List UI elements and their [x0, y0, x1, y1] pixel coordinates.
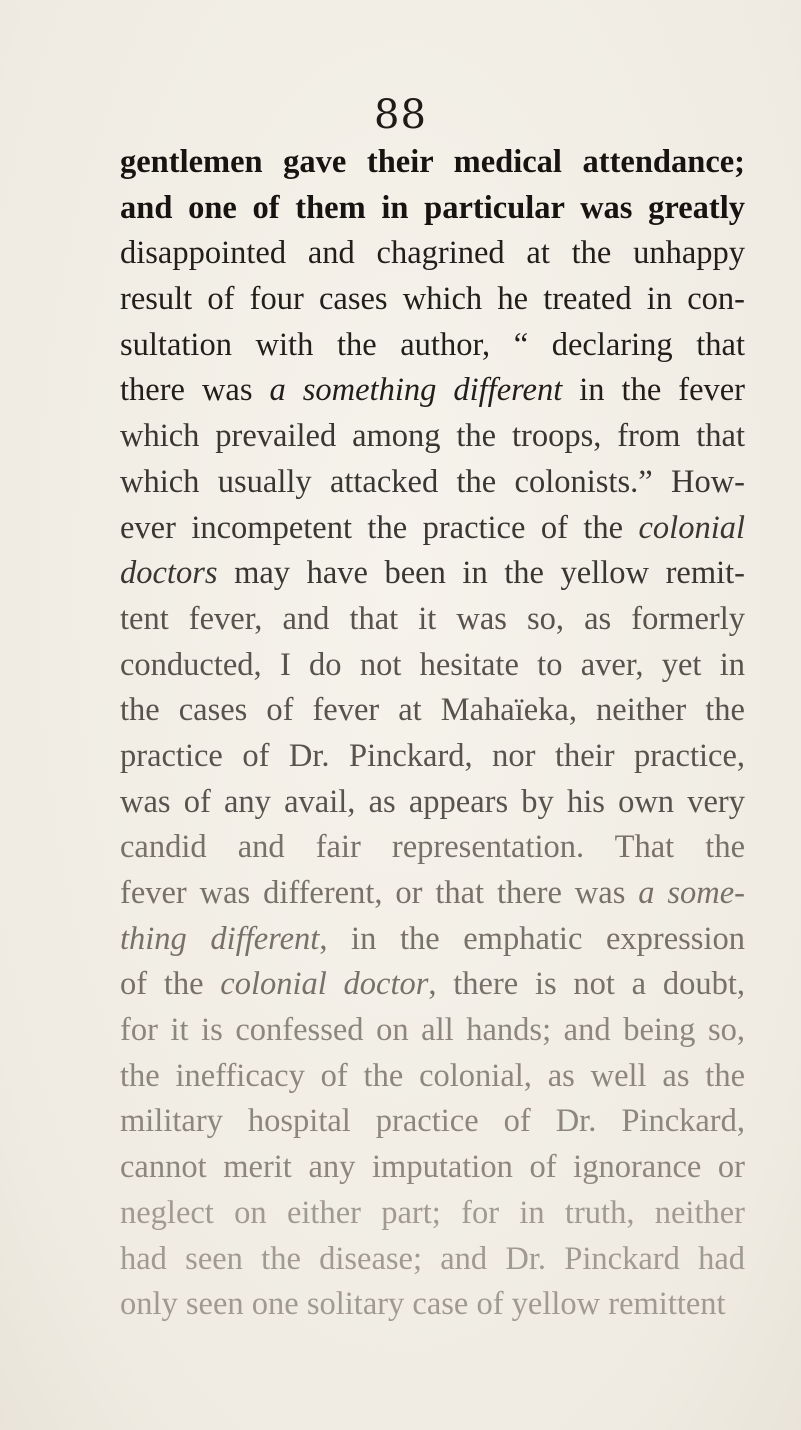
text-line: and one of them in particular was greatly — [120, 189, 745, 226]
italic-phrase: colonial doctor — [220, 966, 429, 1003]
text-line: candid and fair representation. That the — [120, 829, 745, 866]
text-line: there was a something different in the fever — [120, 372, 745, 409]
text-line: of the colonial doctor, there is not a doubt, — [120, 966, 745, 1003]
text-line: had seen the disease; and Dr. Pinckard had — [120, 1240, 745, 1277]
text-line: only seen one solitary case of yellow remittent — [120, 1286, 726, 1323]
italic-phrase: colonial — [638, 509, 745, 546]
text-line: for it is confessed on all hands; and being so, — [120, 1012, 745, 1049]
text-line: which prevailed among the troops, from that — [120, 418, 745, 455]
italic-phrase: a something different — [269, 372, 563, 409]
text-line: gentlemen gave their medical attendance; — [120, 144, 745, 180]
text-line: practice of Dr. Pinckard, nor their practice, — [120, 737, 745, 774]
text-line: military hospital practice of Dr. Pinckard, — [120, 1103, 745, 1140]
page-number: 88 — [374, 92, 427, 138]
text-line: fever was different, or that there was a some- — [120, 875, 745, 911]
text-line: which usually attacked the colonists.” How- — [120, 463, 745, 500]
text-line: doctors may have been in the yellow remit- — [120, 555, 745, 592]
text-line: tent fever, and that it was so, as formerly — [120, 600, 745, 637]
text-line: sultation with the author, “ declaring that — [120, 326, 745, 363]
text-line: thing different, in the emphatic expression — [120, 920, 745, 957]
text-line: cannot merit any imputation of ignorance or — [120, 1149, 745, 1186]
text-line: neglect on either part; for in truth, neither — [120, 1194, 745, 1231]
text-line: was of any avail, as appears by his own very — [120, 783, 745, 820]
text-line: conducted, I do not hesitate to aver, yet in — [120, 646, 745, 683]
text-line: result of four cases which he treated in con- — [120, 281, 745, 318]
text-line: the inefficacy of the colonial, as well as the — [120, 1057, 745, 1094]
text-line: ever incompetent the practice of the colonial — [120, 509, 745, 546]
body-text — [120, 140, 745, 1328]
italic-phrase: doctors — [120, 555, 218, 592]
italic-phrase: thing different — [120, 920, 320, 957]
italic-phrase: a some- — [638, 875, 745, 911]
text-line: disappointed and chagrined at the unhappy — [120, 235, 745, 272]
text-line: the cases of fever at Mahaïeka, neither the — [120, 692, 745, 729]
